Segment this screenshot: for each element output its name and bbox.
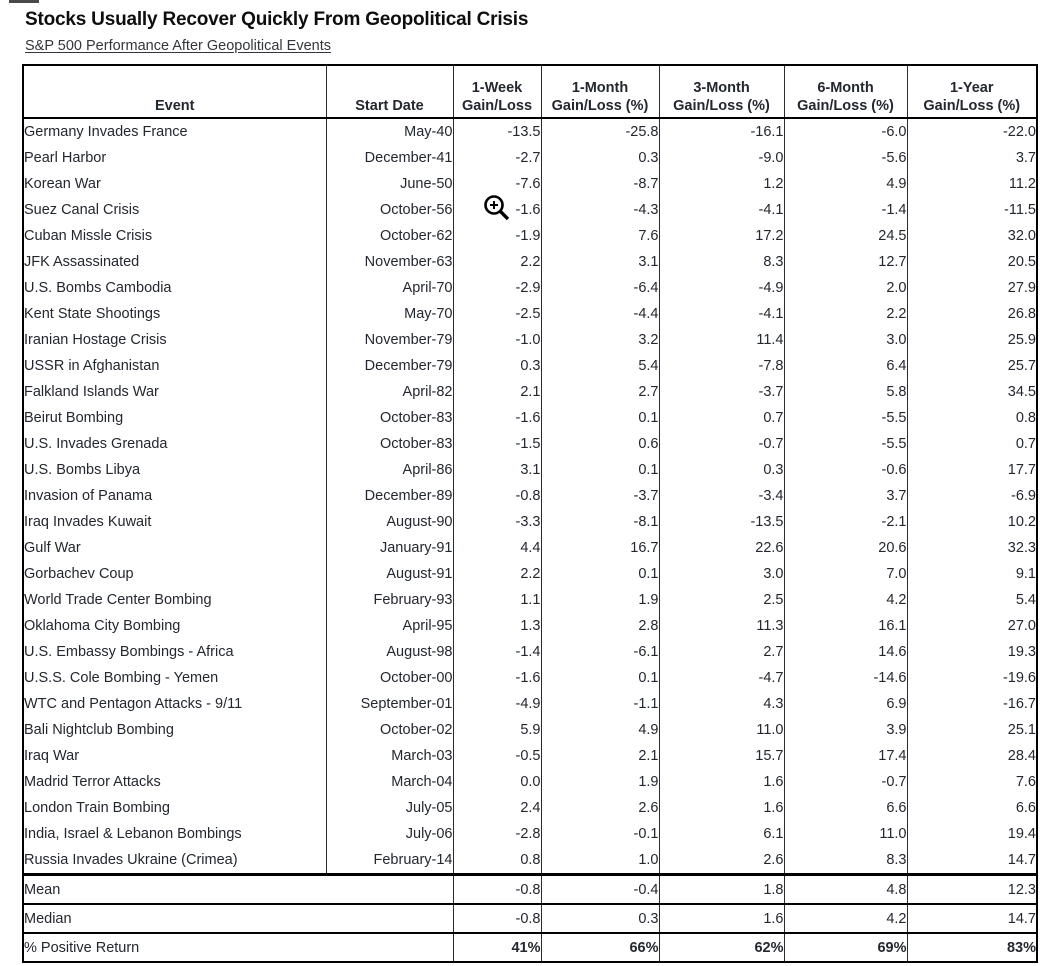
start-date-cell: January-91 — [326, 535, 453, 561]
table-row — [23, 171, 1037, 197]
start-date-cell: December-89 — [326, 483, 453, 509]
table-row — [23, 769, 1037, 795]
table-header — [23, 65, 1037, 118]
period-header-line1: 1-Year — [949, 79, 994, 96]
event-cell: Falkland Islands War — [23, 379, 326, 405]
table-row — [23, 249, 1037, 275]
value-cell: -2.9 — [453, 275, 541, 301]
value-cell: 10.2 — [907, 509, 1037, 535]
value-cell: 3.2 — [541, 327, 659, 353]
start-date-cell: February-14 — [326, 847, 453, 875]
summary-value-cell: 69% — [784, 933, 907, 962]
value-cell: 3.7 — [784, 483, 907, 509]
event-cell: Bali Nightclub Bombing — [23, 717, 326, 743]
value-cell: -1.6 — [453, 197, 541, 223]
value-cell: -22.0 — [907, 118, 1037, 145]
value-cell: -6.1 — [541, 639, 659, 665]
value-cell: -1.4 — [784, 197, 907, 223]
value-cell: 0.1 — [541, 561, 659, 587]
event-cell: WTC and Pentagon Attacks - 9/11 — [23, 691, 326, 717]
chart-subtitle: S&P 500 Performance After Geopolitical Events — [25, 38, 332, 54]
value-cell: 27.0 — [907, 613, 1037, 639]
event-cell: USSR in Afghanistan — [23, 353, 326, 379]
value-cell: 5.4 — [907, 587, 1037, 613]
period-header-line1: 1-Month — [571, 79, 629, 96]
value-cell: 0.7 — [659, 405, 784, 431]
event-cell: Cuban Missle Crisis — [23, 223, 326, 249]
event-cell: Madrid Terror Attacks — [23, 769, 326, 795]
value-cell: 2.8 — [541, 613, 659, 639]
value-cell: 34.5 — [907, 379, 1037, 405]
table-row — [23, 145, 1037, 171]
table-row — [23, 535, 1037, 561]
start-date-cell: September-01 — [326, 691, 453, 717]
value-cell: 9.1 — [907, 561, 1037, 587]
value-cell: -1.4 — [453, 639, 541, 665]
value-cell: 5.4 — [541, 353, 659, 379]
value-cell: 7.6 — [907, 769, 1037, 795]
value-cell: 6.6 — [907, 795, 1037, 821]
summary-label-cell: % Positive Return — [23, 933, 453, 962]
value-cell: -0.7 — [784, 769, 907, 795]
event-cell: JFK Assassinated — [23, 249, 326, 275]
value-cell: -7.8 — [659, 353, 784, 379]
start-date-cell: October-83 — [326, 405, 453, 431]
value-cell: 0.6 — [541, 431, 659, 457]
value-cell: -2.5 — [453, 301, 541, 327]
value-cell: 26.8 — [907, 301, 1037, 327]
value-cell: 2.0 — [784, 275, 907, 301]
event-cell: Gulf War — [23, 535, 326, 561]
value-cell: -0.6 — [784, 457, 907, 483]
value-cell: 19.3 — [907, 639, 1037, 665]
value-cell: -1.0 — [453, 327, 541, 353]
value-cell: -1.1 — [541, 691, 659, 717]
value-cell: 0.3 — [453, 353, 541, 379]
column-header-period-2 — [659, 65, 784, 118]
start-date-cell: October-62 — [326, 223, 453, 249]
value-cell: 17.4 — [784, 743, 907, 769]
value-cell: 6.9 — [784, 691, 907, 717]
start-date-cell: November-63 — [326, 249, 453, 275]
value-cell: 3.1 — [541, 249, 659, 275]
value-cell: 1.9 — [541, 587, 659, 613]
summary-value-cell: 4.8 — [784, 875, 907, 905]
event-cell: U.S. Invades Grenada — [23, 431, 326, 457]
start-date-cell: July-06 — [326, 821, 453, 847]
value-cell: 20.6 — [784, 535, 907, 561]
event-cell: Suez Canal Crisis — [23, 197, 326, 223]
value-cell: 16.7 — [541, 535, 659, 561]
value-cell: 0.8 — [907, 405, 1037, 431]
value-cell: -8.1 — [541, 509, 659, 535]
value-cell: 1.0 — [541, 847, 659, 875]
value-cell: 22.6 — [659, 535, 784, 561]
start-date-cell: July-05 — [326, 795, 453, 821]
start-date-cell: August-90 — [326, 509, 453, 535]
event-cell: Gorbachev Coup — [23, 561, 326, 587]
table-body — [23, 118, 1037, 875]
value-cell: -4.9 — [453, 691, 541, 717]
value-cell: 32.0 — [907, 223, 1037, 249]
value-cell: 2.4 — [453, 795, 541, 821]
table-row — [23, 301, 1037, 327]
value-cell: 11.0 — [659, 717, 784, 743]
value-cell: -9.0 — [659, 145, 784, 171]
column-header-period-0 — [453, 65, 541, 118]
table-row — [23, 821, 1037, 847]
event-cell: India, Israel & Lebanon Bombings — [23, 821, 326, 847]
table-row — [23, 197, 1037, 223]
value-cell: -3.7 — [659, 379, 784, 405]
table-row — [23, 795, 1037, 821]
value-cell: 16.1 — [784, 613, 907, 639]
value-cell: -8.7 — [541, 171, 659, 197]
event-cell: Germany Invades France — [23, 118, 326, 145]
table-row — [23, 353, 1037, 379]
table-row — [23, 457, 1037, 483]
value-cell: 4.2 — [784, 587, 907, 613]
event-cell: Invasion of Panama — [23, 483, 326, 509]
summary-value-cell: -0.8 — [453, 875, 541, 905]
period-header-line2: Gain/Loss (%) — [673, 97, 770, 114]
value-cell: -1.6 — [453, 665, 541, 691]
start-date-cell: October-02 — [326, 717, 453, 743]
table-row — [23, 431, 1037, 457]
value-cell: 0.7 — [907, 431, 1037, 457]
value-cell: 1.6 — [659, 795, 784, 821]
value-cell: 20.5 — [907, 249, 1037, 275]
column-header-period-1 — [541, 65, 659, 118]
value-cell: -6.9 — [907, 483, 1037, 509]
period-header-line1: 3-Month — [693, 79, 750, 96]
start-date-cell: February-93 — [326, 587, 453, 613]
value-cell: 3.0 — [784, 327, 907, 353]
value-cell: -4.1 — [659, 301, 784, 327]
table-row — [23, 509, 1037, 535]
value-cell: 6.1 — [659, 821, 784, 847]
value-cell: -0.5 — [453, 743, 541, 769]
start-date-cell: October-83 — [326, 431, 453, 457]
value-cell: 2.5 — [659, 587, 784, 613]
table-row — [23, 613, 1037, 639]
value-cell: 25.1 — [907, 717, 1037, 743]
value-cell: 19.4 — [907, 821, 1037, 847]
value-cell: -11.5 — [907, 197, 1037, 223]
value-cell: -0.7 — [659, 431, 784, 457]
value-cell: -2.8 — [453, 821, 541, 847]
value-cell: 4.4 — [453, 535, 541, 561]
summary-value-cell: 1.6 — [659, 904, 784, 933]
value-cell: 0.3 — [659, 457, 784, 483]
event-cell: U.S. Embassy Bombings - Africa — [23, 639, 326, 665]
period-header-line2: Gain/Loss — [461, 97, 533, 114]
summary-value-cell: 1.8 — [659, 875, 784, 905]
event-cell: World Trade Center Bombing — [23, 587, 326, 613]
start-date-cell: August-98 — [326, 639, 453, 665]
screen-edge-artifact — [9, 0, 39, 3]
value-cell: -1.5 — [453, 431, 541, 457]
value-cell: 11.0 — [784, 821, 907, 847]
header-row — [23, 65, 1037, 118]
value-cell: 11.2 — [907, 171, 1037, 197]
table-row — [23, 405, 1037, 431]
value-cell: 3.7 — [907, 145, 1037, 171]
summary-row — [23, 904, 1037, 933]
start-date-cell: December-41 — [326, 145, 453, 171]
value-cell: 3.0 — [659, 561, 784, 587]
value-cell: 15.7 — [659, 743, 784, 769]
value-cell: -0.1 — [541, 821, 659, 847]
table-row — [23, 275, 1037, 301]
table-row — [23, 118, 1037, 145]
table-row — [23, 717, 1037, 743]
value-cell: -25.8 — [541, 118, 659, 145]
value-cell: 1.2 — [659, 171, 784, 197]
table-row — [23, 587, 1037, 613]
value-cell: 2.2 — [453, 249, 541, 275]
period-header-line2: Gain/Loss (%) — [797, 97, 894, 114]
column-header-period-4 — [907, 65, 1037, 118]
value-cell: -13.5 — [453, 118, 541, 145]
table-row — [23, 483, 1037, 509]
period-header-line1: 6-Month — [817, 79, 874, 96]
event-cell: Pearl Harbor — [23, 145, 326, 171]
value-cell: 1.6 — [659, 769, 784, 795]
value-cell: -4.4 — [541, 301, 659, 327]
value-cell: 8.3 — [659, 249, 784, 275]
start-date-cell: May-40 — [326, 118, 453, 145]
value-cell: 2.6 — [541, 795, 659, 821]
table-row — [23, 223, 1037, 249]
summary-value-cell: 83% — [907, 933, 1037, 962]
start-date-cell: November-79 — [326, 327, 453, 353]
value-cell: 5.8 — [784, 379, 907, 405]
value-cell: -13.5 — [659, 509, 784, 535]
column-header-event: Event — [23, 65, 326, 118]
period-header-line2: Gain/Loss (%) — [923, 97, 1021, 114]
summary-value-cell: 4.2 — [784, 904, 907, 933]
value-cell: 2.1 — [541, 743, 659, 769]
value-cell: 2.6 — [659, 847, 784, 875]
value-cell: 6.6 — [784, 795, 907, 821]
event-cell: U.S. Bombs Libya — [23, 457, 326, 483]
event-cell: Iraq Invades Kuwait — [23, 509, 326, 535]
start-date-cell: March-03 — [326, 743, 453, 769]
event-cell: Korean War — [23, 171, 326, 197]
value-cell: -4.7 — [659, 665, 784, 691]
value-cell: 6.4 — [784, 353, 907, 379]
value-cell: 1.1 — [453, 587, 541, 613]
value-cell: 0.1 — [541, 405, 659, 431]
value-cell: -3.3 — [453, 509, 541, 535]
summary-value-cell: 0.3 — [541, 904, 659, 933]
period-header-line2: Gain/Loss (%) — [551, 97, 649, 114]
value-cell: 3.9 — [784, 717, 907, 743]
value-cell: -6.0 — [784, 118, 907, 145]
value-cell: -3.7 — [541, 483, 659, 509]
start-date-cell: June-50 — [326, 171, 453, 197]
event-cell: U.S.S. Cole Bombing - Yemen — [23, 665, 326, 691]
value-cell: -1.9 — [453, 223, 541, 249]
value-cell: -14.6 — [784, 665, 907, 691]
value-cell: 25.7 — [907, 353, 1037, 379]
start-date-cell: April-70 — [326, 275, 453, 301]
value-cell: -5.5 — [784, 431, 907, 457]
event-cell: U.S. Bombs Cambodia — [23, 275, 326, 301]
value-cell: -6.4 — [541, 275, 659, 301]
value-cell: -7.6 — [453, 171, 541, 197]
value-cell: 8.3 — [784, 847, 907, 875]
value-cell: 24.5 — [784, 223, 907, 249]
value-cell: 2.1 — [453, 379, 541, 405]
table-row — [23, 327, 1037, 353]
value-cell: -1.6 — [453, 405, 541, 431]
chart-title: Stocks Usually Recover Quickly From Geopolitical Crisis — [25, 9, 529, 30]
value-cell: -0.8 — [453, 483, 541, 509]
table-summary — [23, 875, 1037, 963]
event-cell: Russia Invades Ukraine (Crimea) — [23, 847, 326, 875]
value-cell: -5.6 — [784, 145, 907, 171]
value-cell: 28.4 — [907, 743, 1037, 769]
value-cell: 17.2 — [659, 223, 784, 249]
value-cell: 2.2 — [453, 561, 541, 587]
value-cell: 2.7 — [541, 379, 659, 405]
summary-value-cell: 66% — [541, 933, 659, 962]
start-date-cell: March-04 — [326, 769, 453, 795]
event-cell: Iraq War — [23, 743, 326, 769]
start-date-cell: August-91 — [326, 561, 453, 587]
event-cell: Beirut Bombing — [23, 405, 326, 431]
value-cell: 2.7 — [659, 639, 784, 665]
summary-value-cell: 12.3 — [907, 875, 1037, 905]
table-row — [23, 691, 1037, 717]
table-row — [23, 561, 1037, 587]
value-cell: 14.6 — [784, 639, 907, 665]
column-header-period-3 — [784, 65, 907, 118]
column-header-start-date: Start Date — [326, 65, 453, 118]
summary-value-cell: 14.7 — [907, 904, 1037, 933]
value-cell: 11.4 — [659, 327, 784, 353]
performance-table — [22, 64, 1038, 963]
table-row — [23, 639, 1037, 665]
summary-value-cell: 41% — [453, 933, 541, 962]
value-cell: -5.5 — [784, 405, 907, 431]
period-header-line1: 1-Week — [471, 79, 523, 96]
summary-value-cell: -0.4 — [541, 875, 659, 905]
value-cell: -2.1 — [784, 509, 907, 535]
value-cell: 32.3 — [907, 535, 1037, 561]
value-cell: 11.3 — [659, 613, 784, 639]
summary-row — [23, 933, 1037, 962]
value-cell: -4.1 — [659, 197, 784, 223]
event-cell: Iranian Hostage Crisis — [23, 327, 326, 353]
table-row — [23, 847, 1037, 875]
value-cell: 27.9 — [907, 275, 1037, 301]
start-date-cell: October-56 — [326, 197, 453, 223]
value-cell: -19.6 — [907, 665, 1037, 691]
value-cell: 7.6 — [541, 223, 659, 249]
summary-value-cell: 62% — [659, 933, 784, 962]
value-cell: 0.1 — [541, 665, 659, 691]
value-cell: 25.9 — [907, 327, 1037, 353]
start-date-cell: April-86 — [326, 457, 453, 483]
value-cell: 0.8 — [453, 847, 541, 875]
summary-label-cell: Mean — [23, 875, 453, 905]
summary-label-cell: Median — [23, 904, 453, 933]
value-cell: -16.7 — [907, 691, 1037, 717]
value-cell: 4.3 — [659, 691, 784, 717]
value-cell: -4.3 — [541, 197, 659, 223]
start-date-cell: May-70 — [326, 301, 453, 327]
table-row — [23, 743, 1037, 769]
event-cell: Oklahoma City Bombing — [23, 613, 326, 639]
event-cell: Kent State Shootings — [23, 301, 326, 327]
start-date-cell: April-95 — [326, 613, 453, 639]
start-date-cell: December-79 — [326, 353, 453, 379]
value-cell: 0.0 — [453, 769, 541, 795]
value-cell: 2.2 — [784, 301, 907, 327]
value-cell: 7.0 — [784, 561, 907, 587]
value-cell: 4.9 — [541, 717, 659, 743]
event-cell: London Train Bombing — [23, 795, 326, 821]
summary-row — [23, 875, 1037, 905]
value-cell: 17.7 — [907, 457, 1037, 483]
value-cell: 5.9 — [453, 717, 541, 743]
value-cell: 14.7 — [907, 847, 1037, 875]
value-cell: 0.3 — [541, 145, 659, 171]
value-cell: 3.1 — [453, 457, 541, 483]
table-row — [23, 665, 1037, 691]
start-date-cell: October-00 — [326, 665, 453, 691]
value-cell: -2.7 — [453, 145, 541, 171]
value-cell: 1.3 — [453, 613, 541, 639]
start-date-cell: April-82 — [326, 379, 453, 405]
value-cell: -4.9 — [659, 275, 784, 301]
value-cell: 0.1 — [541, 457, 659, 483]
value-cell: 1.9 — [541, 769, 659, 795]
value-cell: 12.7 — [784, 249, 907, 275]
table-row — [23, 379, 1037, 405]
summary-value-cell: -0.8 — [453, 904, 541, 933]
value-cell: -3.4 — [659, 483, 784, 509]
value-cell: -16.1 — [659, 118, 784, 145]
value-cell: 4.9 — [784, 171, 907, 197]
